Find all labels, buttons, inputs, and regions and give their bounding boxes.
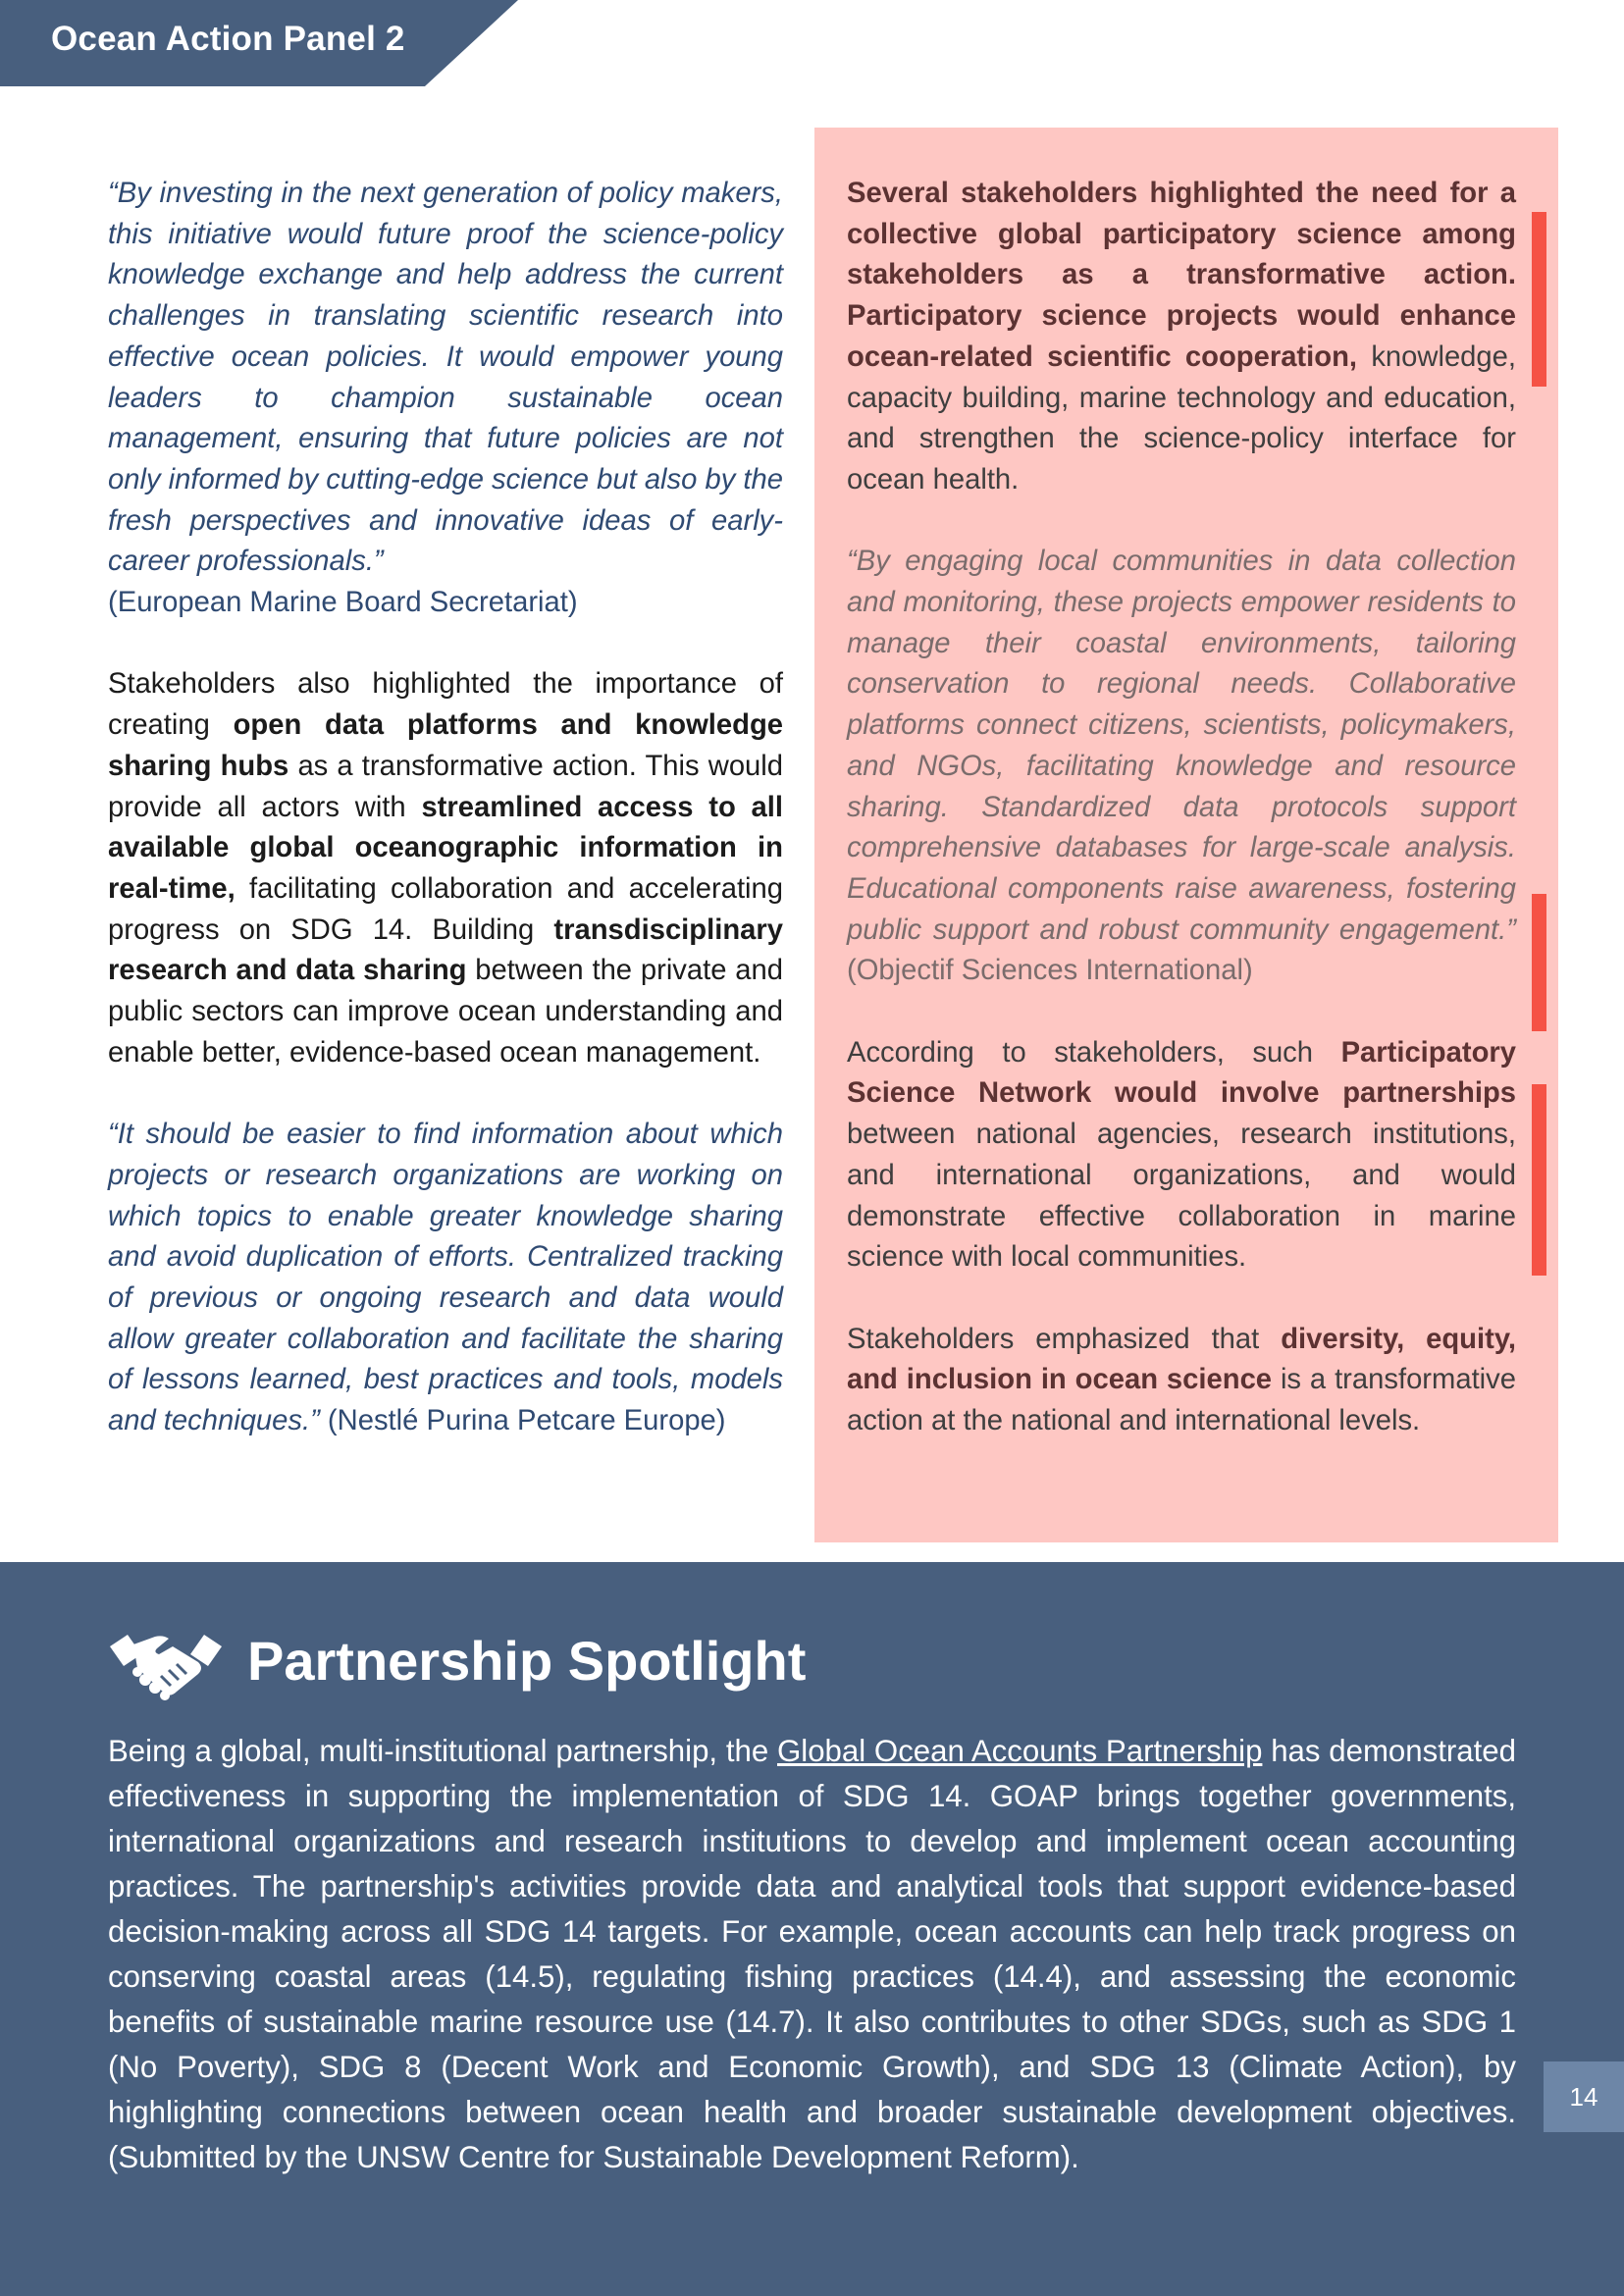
text-run: has demonstrated effectiveness in supporting the implementation of SDG 14. GOAP brings together governments, international organizations and research institutions to develop and implement ocean accounting practices. The partnership's activities provide data and analytical tools that support evidence-based decision-making across all SDG 14 targets. For example, ocean accounts can help track progress on conserving coastal areas (14.5), regulating fishing practices (14.4), and assessing the economic benefits of sustainable marine resource use (14.7). It also contributes to other SDGs, such as SDG 1 (No Poverty), SDG 8 (Decent Work and Economic Growth), and SDG 13 (Climate Action), by highlighting connections between ocean health and broader sustainable development objectives. (Submitted by the UNSW Centre for Sustainable Development Reform).	[108, 1734, 1516, 2174]
text-run: knowledge, capacity building, marine technology and education, and strengthen the science-policy interface for ocean health.	[847, 340, 1516, 496]
handshake-icon	[108, 1625, 224, 1703]
accent-bar	[1532, 1084, 1546, 1276]
bold-run: Several stakeholders highlighted the need for a collective global participatory science among stakeholders as a transformative action. Participatory science projects would enhance ocean-related scientific cooperation,	[847, 178, 1516, 373]
right-column	[847, 174, 1516, 1442]
quote-attribution: (Objectif Sciences International)	[847, 955, 1253, 987]
accent-bar	[1532, 894, 1546, 1031]
text-run: between national agencies, research institutions, and international organizations, and would demonstrate effective collaboration in marine science with local communities.	[847, 1119, 1516, 1274]
page-section-title: Ocean Action Panel 2	[51, 20, 405, 58]
diversity-paragraph	[847, 1320, 1516, 1442]
quote-text: “By engaging local communities in data collection and monitoring, these projects empower residents to manage their coastal environments, tailoring conservation to regional needs. Collaborative platforms connect citizens, scientists, policymakers, and NGOs, facilitating knowledge and resource sharing. Standardized data protocols support comprehensive databases for large-scale analysis. Educational components raise awareness, fostering public support and robust community engagement.”	[847, 546, 1516, 946]
quote-attribution: (Nestlé Purina Petcare Europe)	[319, 1405, 726, 1437]
goap-link[interactable]: Global Ocean Accounts Partnership	[777, 1734, 1263, 1768]
left-column	[108, 174, 783, 1442]
text-run: between the private and public sectors can improve ocean understanding and enable better, evidence-based ocean management.	[108, 955, 783, 1069]
bold-run: transdisciplinary research and data sharing	[108, 913, 783, 987]
quote-text: “By investing in the next generation of policy makers, this initiative would future proof the science-policy knowledge exchange and help address the current challenges in translating scientific research into effective ocean policies. It would empower young leaders to champion sustainable ocean management, ensuring that future policies are not only informed by cutting-edge science but also by the fresh perspectives and innovative ideas of early-career professionals.”	[108, 178, 783, 578]
bold-run: Participatory Science Network would involve partnerships	[847, 1036, 1516, 1110]
quote-text: “It should be easier to find information about which projects or research organizations are working on which topics to enable greater knowledge sharing and avoid duplication of efforts. Centralized tracking of previous or ongoing research and data would allow greater collaboration and facilitate the sharing of lessons learned, best practices and tools, models and techniques.”	[108, 1119, 783, 1437]
bold-run: diversity, equity, and inclusion in ocean science	[847, 1323, 1516, 1396]
quote-european-marine-board	[108, 174, 783, 624]
partnerships-paragraph	[847, 1033, 1516, 1278]
page-number: 14	[1544, 2061, 1624, 2132]
quote-attribution: (European Marine Board Secretariat)	[108, 587, 578, 619]
spotlight-body	[108, 1729, 1516, 2180]
text-run: According to stakeholders, such	[847, 1036, 1341, 1069]
quote-objectif-sciences	[847, 542, 1516, 992]
text-run: is a transformative action at the national and international levels.	[847, 1364, 1516, 1437]
text-run: Stakeholders emphasized that	[847, 1323, 1282, 1355]
text-run: as a transformative action. This would provide all actors with	[108, 750, 784, 823]
participatory-science-paragraph	[847, 174, 1516, 501]
spotlight-title: Partnership Spotlight	[247, 1630, 807, 1692]
partnership-spotlight-section	[0, 1562, 1624, 2296]
text-run: Being a global, multi-institutional partnership, the	[108, 1734, 777, 1768]
open-data-paragraph	[108, 664, 783, 1073]
bold-run: open data platforms and knowledge sharing hubs	[108, 709, 784, 782]
accent-bar	[1532, 212, 1546, 387]
quote-nestle-purina	[108, 1115, 783, 1442]
bold-run: streamlined access to all available global oceanographic information in real-time,	[108, 791, 784, 905]
text-run: Stakeholders also highlighted the importance of creating	[108, 668, 783, 742]
text-run: facilitating collaboration and accelerating progress on SDG 14. Building	[108, 872, 783, 946]
